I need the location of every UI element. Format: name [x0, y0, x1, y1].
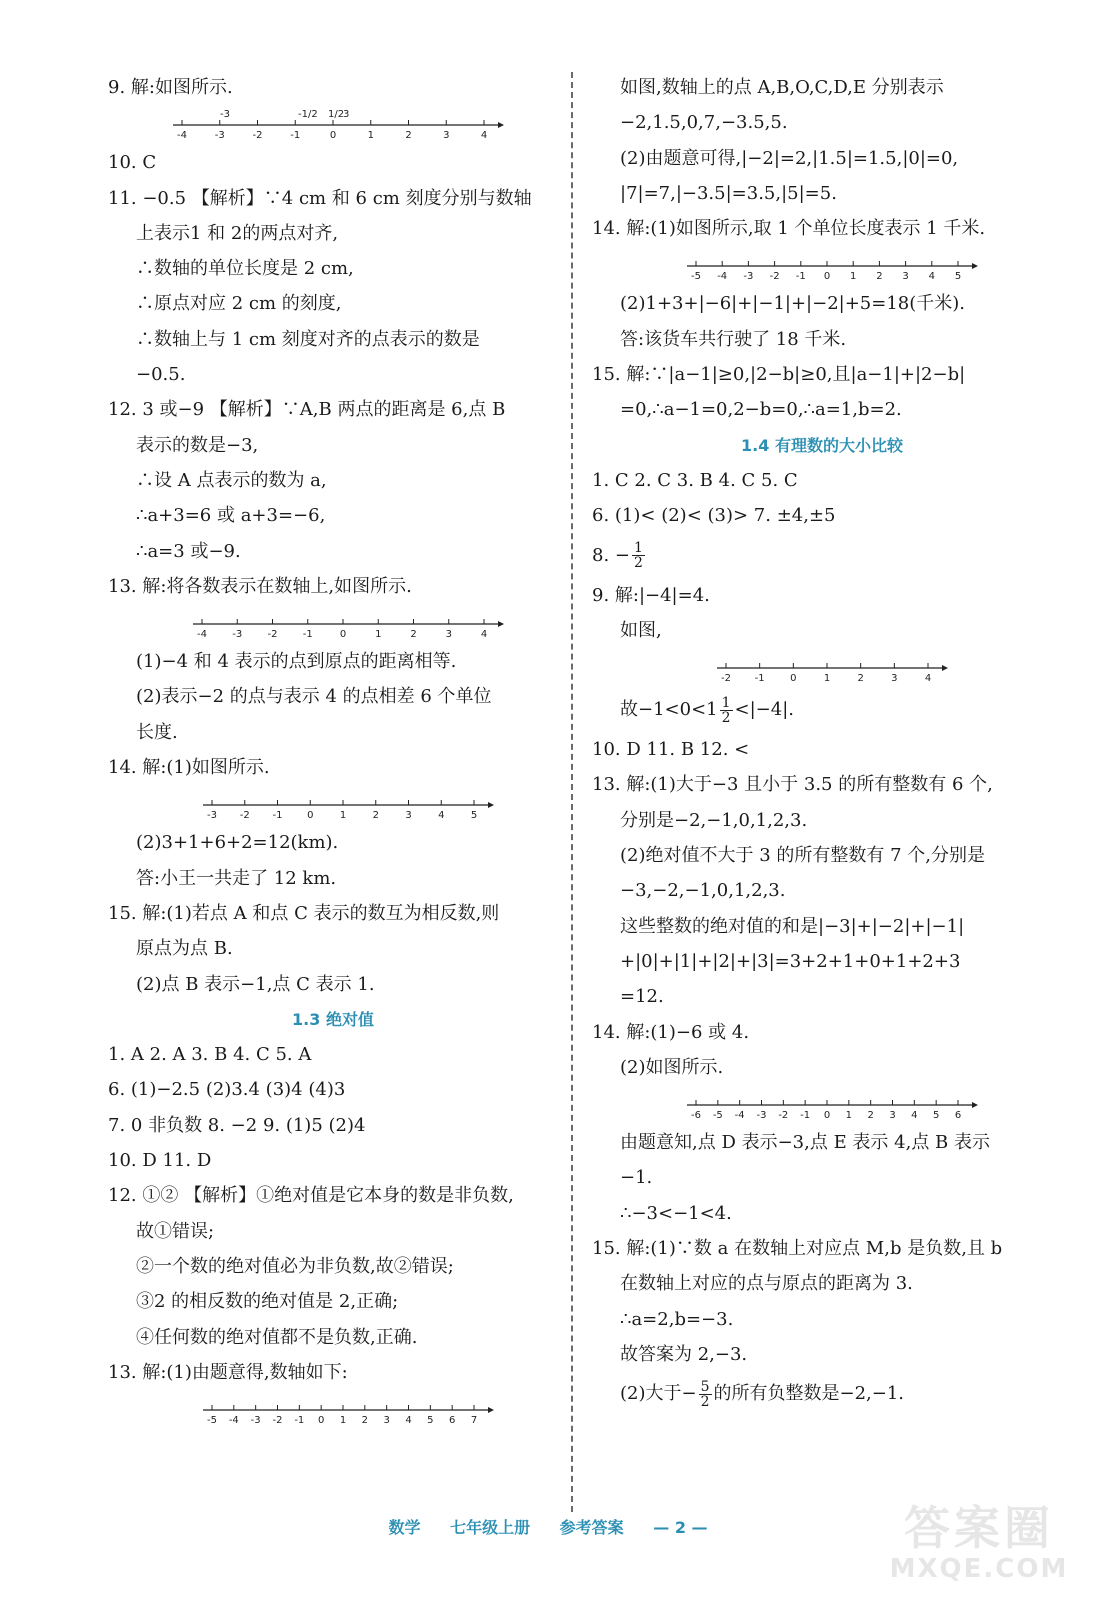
tick-label: -4: [228, 1415, 239, 1427]
fig14-number-line: [198, 785, 498, 825]
number-line-figure: [108, 604, 558, 644]
right-column: [592, 70, 1052, 1416]
number-line-figure: [108, 785, 558, 825]
fig13-number-line: [188, 604, 508, 644]
answer-line: 13. 解:(1)大于−3 且小于 3.5 的所有整数有 6 个,: [592, 774, 993, 796]
tick-label: 4: [924, 673, 932, 685]
answer-line: 15. 解:(1)∵数 a 在数轴上对应点 M,b 是负数,且 b: [592, 1238, 1003, 1260]
tick-label: 2: [405, 130, 412, 142]
answer-line: 答:该货车共行驶了 18 千米.: [620, 328, 847, 350]
fraction: [699, 1380, 712, 1409]
answer-line: 10. D 11. B 12. <: [592, 739, 750, 761]
answer-line: 10. C: [108, 152, 157, 174]
tick-label: 0: [823, 1110, 831, 1122]
tick-label: -3: [207, 810, 217, 822]
answer-line: 这些整数的绝对值的和是|−3|+|−2|+|−1|: [620, 915, 965, 937]
tick-label: -4: [177, 130, 187, 142]
tick-label: 2: [857, 673, 864, 685]
answer-line: 14. 解:(1)如图所示.: [108, 757, 270, 779]
answer-line-9-conclusion: [592, 688, 1052, 732]
tick-label: -6: [691, 1110, 701, 1122]
answer-line: 如图,数轴上的点 A,B,O,C,D,E 分别表示: [620, 77, 944, 98]
answer-line: |7|=7,|−3.5|=3.5,|5|=5.: [620, 182, 837, 204]
tick-label: 2: [372, 810, 379, 822]
tick-label: 4: [480, 629, 488, 641]
answer-line: 13. 解:将各数表示在数轴上,如图所示.: [108, 575, 412, 597]
tick-label: 0: [317, 1415, 325, 1427]
page-number: — 2 —: [653, 1518, 708, 1537]
tick-label: -1: [795, 271, 806, 283]
answer-line: 故答案为 2,−3.: [620, 1343, 748, 1365]
answer-line: 表示的数是−3,: [136, 434, 259, 456]
answer-line: 6. (1)−2.5 (2)3.4 (3)4 (4)3: [108, 1079, 346, 1101]
answer-text: 故−1<0<1: [620, 699, 718, 721]
answer-line: ∴原点对应 2 cm 的刻度,: [136, 293, 342, 315]
fraction: [632, 541, 645, 570]
tick-label: -1: [272, 810, 283, 822]
tick-label: 1: [845, 1110, 853, 1122]
answer-line: 分别是−2,−1,0,1,2,3.: [620, 809, 808, 831]
tick-label: -1: [302, 629, 313, 641]
answer-line: (2)绝对值不大于 3 的所有整数有 7 个,分别是: [620, 845, 986, 867]
answer-line: −2,1.5,0,7,−3.5,5.: [620, 112, 788, 134]
tick-label: 4: [438, 810, 445, 822]
answer-line: (2)由题意可得,|−2|=2,|1.5|=1.5,|0|=0,: [620, 147, 959, 169]
tick-label: 1: [339, 810, 347, 822]
answer-line: 上表示1 和 2的两点对齐,: [136, 222, 339, 244]
answer-line: 故①错误;: [136, 1220, 215, 1242]
tick-label: -4: [197, 629, 207, 641]
tick-label: 3: [383, 1415, 390, 1427]
answer-line: 1. A 2. A 3. B 4. C 5. A: [108, 1044, 312, 1066]
figR14-number-line: [682, 246, 982, 286]
tick-label: 5: [470, 810, 478, 822]
answer-line-8: [592, 534, 1052, 578]
tick-label: -2: [769, 271, 780, 283]
answer-line: ∴a+3=6 或 a+3=−6,: [136, 505, 326, 527]
fraction-numerator: 5: [700, 1378, 710, 1395]
answer-line: 1. C 2. C 3. B 4. C 5. C: [592, 469, 798, 491]
tick-label: -4: [734, 1110, 745, 1122]
answer-line: ∴−3<−1<4.: [620, 1202, 732, 1224]
fig9-label: -1/2: [298, 109, 318, 121]
answer-text: 的所有负整数是−2,−1.: [713, 1383, 905, 1405]
answer-line: −1.: [620, 1167, 653, 1189]
answer-line: +|0|+|1|+|2|+|3|=3+2+1+0+1+2+3: [620, 950, 961, 972]
tick-label: -1: [290, 130, 301, 142]
tick-label: -3: [743, 271, 754, 283]
tick-label: 3: [891, 673, 898, 685]
tick-label: -2: [272, 1415, 283, 1427]
answer-line: (2)如图所示.: [620, 1056, 724, 1078]
tick-label: -3: [756, 1110, 767, 1122]
tick-label: 6: [448, 1415, 456, 1427]
tick-label: -2: [252, 130, 263, 142]
tick-label: -1: [800, 1110, 811, 1122]
answer-line: 14. 解:(1)−6 或 4.: [592, 1021, 750, 1043]
tick-label: 2: [876, 271, 883, 283]
tick-label: 2: [410, 629, 417, 641]
answer-line: ∴数轴的单位长度是 2 cm,: [136, 258, 354, 280]
number-line-figure: [108, 105, 558, 145]
tick-label: 3: [443, 130, 450, 142]
tick-label: -1: [294, 1415, 305, 1427]
tick-label: 4: [928, 271, 935, 283]
answer-line: 原点为点 B.: [136, 938, 233, 960]
tick-label: 6: [954, 1110, 962, 1122]
fig13b-number-line: [198, 1390, 498, 1430]
answer-line: 11. −0.5 【解析】∵4 cm 和 6 cm 刻度分别与数轴: [108, 187, 532, 209]
answer-line: 15. 解:∵|a−1|≥0,|2−b|≥0,且|a−1|+|2−b|: [592, 364, 966, 386]
tick-label: -2: [778, 1110, 789, 1122]
section-heading: 1.3 绝对值: [292, 1009, 374, 1029]
footer-subject: 数学: [388, 1518, 421, 1537]
answer-line: (2)点 B 表示−1,点 C 表示 1.: [136, 973, 375, 995]
fraction-numerator: 1: [721, 694, 731, 711]
tick-label: 0: [329, 130, 337, 142]
number-line-figure: [592, 1085, 1052, 1125]
section-heading: 1.4 有理数的大小比较: [741, 435, 903, 455]
answer-line: 由题意知,点 D 表示−3,点 E 表示 4,点 B 表示: [620, 1132, 991, 1154]
tick-label: 0: [339, 629, 347, 641]
footer-grade: 七年级上册: [450, 1518, 531, 1537]
figR9-number-line: [712, 648, 952, 688]
footer-type: 参考答案: [559, 1518, 624, 1537]
answer-line: 7. 0 非负数 8. −2 9. (1)5 (2)4: [108, 1114, 366, 1136]
tick-label: -3: [214, 130, 225, 142]
answer-line: =12.: [620, 986, 664, 1008]
tick-label: 7: [470, 1415, 478, 1427]
answer-line: =0,∴a−1=0,2−b=0,∴a=1,b=2.: [620, 399, 902, 421]
answer-line: 答:小王一共走了 12 km.: [136, 867, 337, 889]
answer-line-15-2: [592, 1372, 1052, 1416]
answer-line: 在数轴上对应的点与原点的距离为 3.: [620, 1273, 913, 1295]
answer-line: 长度.: [136, 721, 178, 743]
answer-line: ②一个数的绝对值必为非负数,故②错误;: [136, 1255, 454, 1277]
answer-8-text: 8. −: [592, 544, 630, 566]
tick-label: 3: [405, 810, 412, 822]
tick-label: 2: [361, 1415, 369, 1427]
tick-label: 5: [932, 1110, 940, 1122]
tick-label: 1: [375, 629, 382, 641]
fraction-denominator: 2: [700, 1393, 710, 1410]
answer-line: −3,−2,−1,0,1,2,3.: [620, 880, 786, 902]
tick-label: 1: [367, 130, 374, 142]
tick-label: -2: [239, 810, 250, 822]
tick-label: -3: [250, 1415, 261, 1427]
answer-line: 14. 解:(1)如图所示,取 1 个单位长度表示 1 千米.: [592, 218, 986, 240]
answer-line: 12. ①② 【解析】①绝对值是它本身的数是非负数,: [108, 1185, 514, 1207]
answer-line: 10. D 11. D: [108, 1150, 212, 1172]
number-line-figure: [592, 648, 1052, 688]
answer-line: (1)−4 和 4 表示的点到原点的距离相等.: [136, 651, 457, 673]
tick-label: 3: [889, 1110, 896, 1122]
fraction-denominator: 2: [721, 709, 731, 726]
answer-line: 9. 解:|−4|=4.: [592, 584, 710, 606]
answer-line: 9. 解:如图所示.: [108, 77, 233, 98]
answer-line: 6. (1)< (2)< (3)> 7. ±4,±5: [592, 505, 836, 527]
tick-label: 4: [405, 1415, 412, 1427]
answer-line: (2)表示−2 的点与表示 4 的点相差 6 个单位: [136, 686, 492, 708]
tick-label: -5: [207, 1415, 217, 1427]
tick-label: 2: [867, 1110, 874, 1122]
tick-label: -3: [232, 629, 243, 641]
fraction-numerator: 1: [633, 540, 643, 557]
watermark-text: 答案圈: [904, 1501, 1054, 1555]
answer-line: −0.5.: [136, 364, 186, 386]
watermark-url: MXQE.COM: [889, 1554, 1069, 1584]
tick-label: -2: [267, 629, 278, 641]
answer-line: ∴设 A 点表示的数为 a,: [136, 469, 327, 491]
answer-line: ③2 的相反数的绝对值是 2,正确;: [136, 1291, 399, 1313]
tick-label: -1: [754, 673, 765, 685]
answer-line: (2)1+3+|−6|+|−1|+|−2|+5=18(千米).: [620, 293, 966, 315]
answer-text: <|−4|.: [734, 699, 794, 721]
tick-label: 0: [790, 673, 797, 685]
tick-label: 1: [823, 673, 831, 685]
fig9-label: 3: [343, 109, 350, 121]
answer-line: 如图,: [620, 619, 662, 641]
tick-label: 0: [823, 271, 831, 283]
fraction-denominator: 2: [633, 555, 643, 572]
answer-line: 13. 解:(1)由题意得,数轴如下:: [108, 1361, 348, 1383]
answer-line: (2)3+1+6+2=12(km).: [136, 832, 339, 854]
tick-label: 1: [850, 271, 857, 283]
watermark-logo: [884, 1502, 1074, 1594]
figR14b-number-line: [682, 1085, 982, 1125]
tick-label: 5: [427, 1415, 434, 1427]
tick-label: -2: [721, 673, 731, 685]
tick-label: 3: [445, 629, 452, 641]
tick-label: 0: [307, 810, 314, 822]
answer-line: 12. 3 或−9 【解析】∵A,B 两点的距离是 6,点 B: [108, 399, 506, 421]
tick-label: 4: [480, 130, 488, 142]
answer-line: ∴a=2,b=−3.: [620, 1308, 734, 1330]
fraction: [720, 696, 733, 725]
number-line-figure: [108, 1390, 558, 1430]
tick-label: -5: [691, 271, 701, 283]
tick-label: 3: [902, 271, 909, 283]
tick-label: 1: [339, 1415, 347, 1427]
fig9-label: 1/2: [328, 109, 345, 121]
fig9-number-line: [168, 105, 508, 145]
tick-label: 4: [911, 1110, 918, 1122]
number-line-figure: [592, 246, 1052, 286]
left-column: [108, 70, 558, 1430]
tick-label: -4: [717, 271, 728, 283]
tick-label: 5: [954, 271, 962, 283]
column-divider: [571, 72, 573, 1512]
answer-line: ∴数轴上与 1 cm 刻度对齐的点表示的数是: [136, 328, 480, 350]
answer-line: ∴a=3 或−9.: [136, 540, 241, 562]
answer-text: (2)大于−: [620, 1383, 697, 1405]
tick-label: -5: [712, 1110, 723, 1122]
answer-line: ④任何数的绝对值都不是负数,正确.: [136, 1326, 418, 1348]
answer-line: 15. 解:(1)若点 A 和点 C 表示的数互为相反数,则: [108, 902, 500, 924]
fig9-label: -3: [220, 109, 230, 121]
